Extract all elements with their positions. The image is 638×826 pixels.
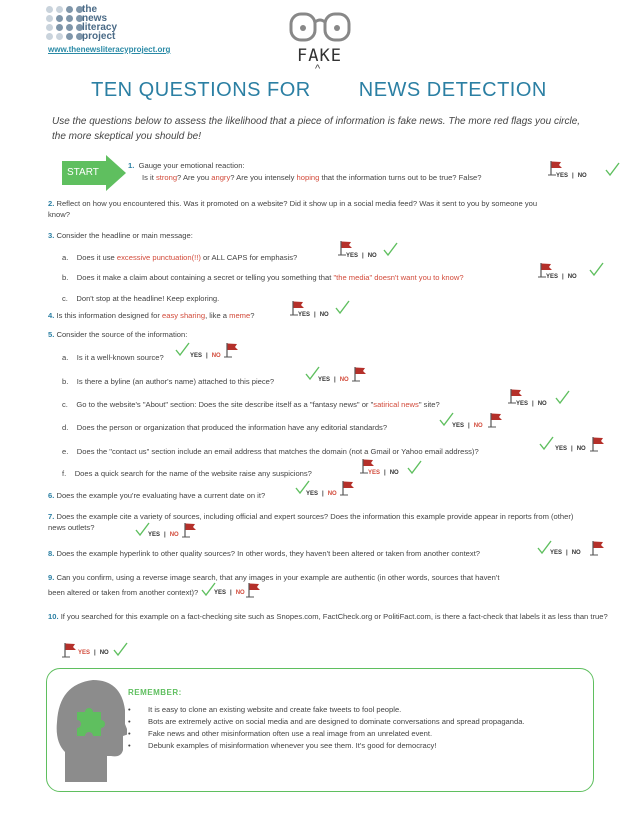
- red-flag-icon[interactable]: [338, 240, 354, 258]
- insertion-caret: ^: [315, 63, 321, 75]
- answer-q6[interactable]: YES | NO: [306, 491, 337, 497]
- red-flag-icon[interactable]: [290, 300, 306, 318]
- fake-word: FAKE: [297, 46, 342, 66]
- red-flag-icon[interactable]: [590, 436, 606, 454]
- question-5a: a. Is it a well-known source?: [62, 353, 164, 362]
- question-8: 8. Does the example hyperlink to other quality sources? In other words, they haven't been altered or taken from another context?: [48, 549, 481, 558]
- remember-item: • Debunk examples of misinformation whenever you see them. It's good for democracy!: [128, 740, 525, 752]
- green-check-icon[interactable]: [134, 522, 150, 540]
- answer-q5d[interactable]: YES | NO: [452, 423, 483, 429]
- question-1: 1. Gauge your emotional reaction:: [128, 161, 245, 170]
- red-flag-icon[interactable]: [508, 388, 524, 406]
- question-5: 5. Consider the source of the information:: [48, 330, 188, 339]
- red-flag-icon[interactable]: [62, 642, 78, 660]
- red-flag-icon[interactable]: [360, 458, 376, 476]
- red-flag-icon[interactable]: [488, 412, 504, 430]
- green-check-icon[interactable]: [536, 540, 552, 558]
- answer-q10[interactable]: YES | NO: [78, 650, 109, 656]
- green-check-icon[interactable]: [406, 460, 422, 478]
- start-arrow-icon: [106, 155, 126, 191]
- green-check-icon[interactable]: [554, 390, 570, 408]
- question-7: 7. Does the example cite a variety of sources, including official and expert sources? Does the information this example provide appear in reports from (other) news outlets?: [48, 512, 574, 532]
- green-check-icon[interactable]: [294, 480, 310, 498]
- remember-item: • Fake news and other misinformation often use a real image from an unrelated event.: [128, 728, 525, 740]
- question-3a: a. Does it use excessive punctuation(!!) or ALL CAPS for emphasis?: [62, 253, 298, 262]
- red-flag-icon[interactable]: [548, 160, 564, 178]
- website-link[interactable]: www.thenewsliteracyproject.org: [48, 45, 171, 54]
- green-check-icon[interactable]: [334, 300, 350, 318]
- logo-text: the news literacy project: [82, 4, 118, 42]
- red-flag-icon[interactable]: [590, 540, 606, 558]
- question-3: 3. Consider the headline or main message:: [48, 231, 193, 240]
- green-check-icon[interactable]: [588, 262, 604, 280]
- start-label: START: [62, 161, 106, 185]
- logo-dots: [46, 6, 84, 40]
- answer-q7[interactable]: YES | NO: [148, 532, 179, 538]
- question-5e: e. Does the "contact us" section include an email address that matches the domain (not a Gmail or Yahoo email address)?: [62, 447, 479, 456]
- head-puzzle-icon: [55, 672, 127, 782]
- green-check-icon[interactable]: [200, 582, 216, 600]
- answer-q3b[interactable]: YES | NO: [546, 274, 577, 280]
- question-1-text: Is it strong? Are you angry? Are you intensely hoping that the information turns out to be true? False?: [142, 173, 482, 182]
- answer-q5b[interactable]: YES | NO: [318, 377, 349, 383]
- question-5b: b. Is there a byline (an author's name) attached to this piece?: [62, 377, 275, 386]
- answer-q5a[interactable]: YES | NO: [190, 353, 221, 359]
- question-6: 6. Does the example you're evaluating have a current date on it?: [48, 491, 266, 500]
- green-check-icon[interactable]: [382, 242, 398, 260]
- answer-q5c[interactable]: YES | NO: [516, 401, 547, 407]
- remember-item: • Bots are extremely active on social media and are designed to dominate conversations and spread propaganda.: [128, 716, 525, 728]
- remember-title: REMEMBER:: [128, 688, 182, 697]
- answer-q8[interactable]: YES | NO: [550, 550, 581, 556]
- red-flag-icon[interactable]: [224, 342, 240, 360]
- green-check-icon[interactable]: [438, 412, 454, 430]
- green-check-icon[interactable]: [604, 162, 620, 180]
- intro-text: Use the questions below to assess the likelihood that a piece of information is fake news. The more red flags you circle, the more skeptical you should be!: [52, 116, 581, 142]
- green-check-icon[interactable]: [112, 642, 128, 660]
- question-3b: b. Does it make a claim about containing a secret or telling you something that "the media" doesn't want you to know?: [62, 273, 464, 282]
- page-title: TEN QUESTIONS FOR NEWS DETECTION: [91, 79, 547, 101]
- question-5f: f. Does a quick search for the name of the website raise any suspicions?: [62, 469, 312, 478]
- red-flag-icon[interactable]: [340, 480, 356, 498]
- green-check-icon[interactable]: [304, 366, 320, 384]
- question-10: 10. If you searched for this example on a fact-checking site such as Snopes.com, FactCheck.org or PolitiFact.com, is there a fact-check that labels it as less than true?: [48, 612, 608, 621]
- remember-list: [128, 704, 525, 752]
- answer-q1[interactable]: YES | NO: [556, 173, 587, 179]
- answer-q3a[interactable]: YES | NO: [346, 253, 377, 259]
- red-flag-icon[interactable]: [182, 522, 198, 540]
- question-5d: d. Does the person or organization that produced the information have any editorial standards?: [62, 423, 388, 432]
- green-check-icon[interactable]: [538, 436, 554, 454]
- answer-q5f[interactable]: YES | NO: [368, 470, 399, 476]
- red-flag-icon[interactable]: [352, 366, 368, 384]
- remember-item: • It is easy to clone an existing website and create fake tweets to fool people.: [128, 704, 525, 716]
- question-3c: c. Don't stop at the headline! Keep exploring.: [62, 294, 220, 303]
- question-5c: c. Go to the website's "About" section: Does the site describe itself as a "fantasy news" or "satirical news" site?: [62, 400, 440, 409]
- answer-q5e[interactable]: YES | NO: [555, 446, 586, 452]
- answer-q4[interactable]: YES | NO: [298, 312, 329, 318]
- red-flag-icon[interactable]: [538, 262, 554, 280]
- question-4: 4. Is this information designed for easy sharing, like a meme?: [48, 311, 255, 320]
- question-2: 2. Reflect on how you encountered this. Was it promoted on a website? Did it show up in a social media feed? Was it sent to you by someone you know?: [48, 199, 538, 219]
- green-check-icon[interactable]: [174, 342, 190, 360]
- question-9: 9. Can you confirm, using a reverse image search, that any images in your example are authentic (in other words, sources that haven't been altered or taken from another context)?: [48, 573, 500, 597]
- glasses-icon: [288, 10, 352, 48]
- red-flag-icon[interactable]: [246, 582, 262, 600]
- answer-q9[interactable]: YES | NO: [214, 590, 245, 596]
